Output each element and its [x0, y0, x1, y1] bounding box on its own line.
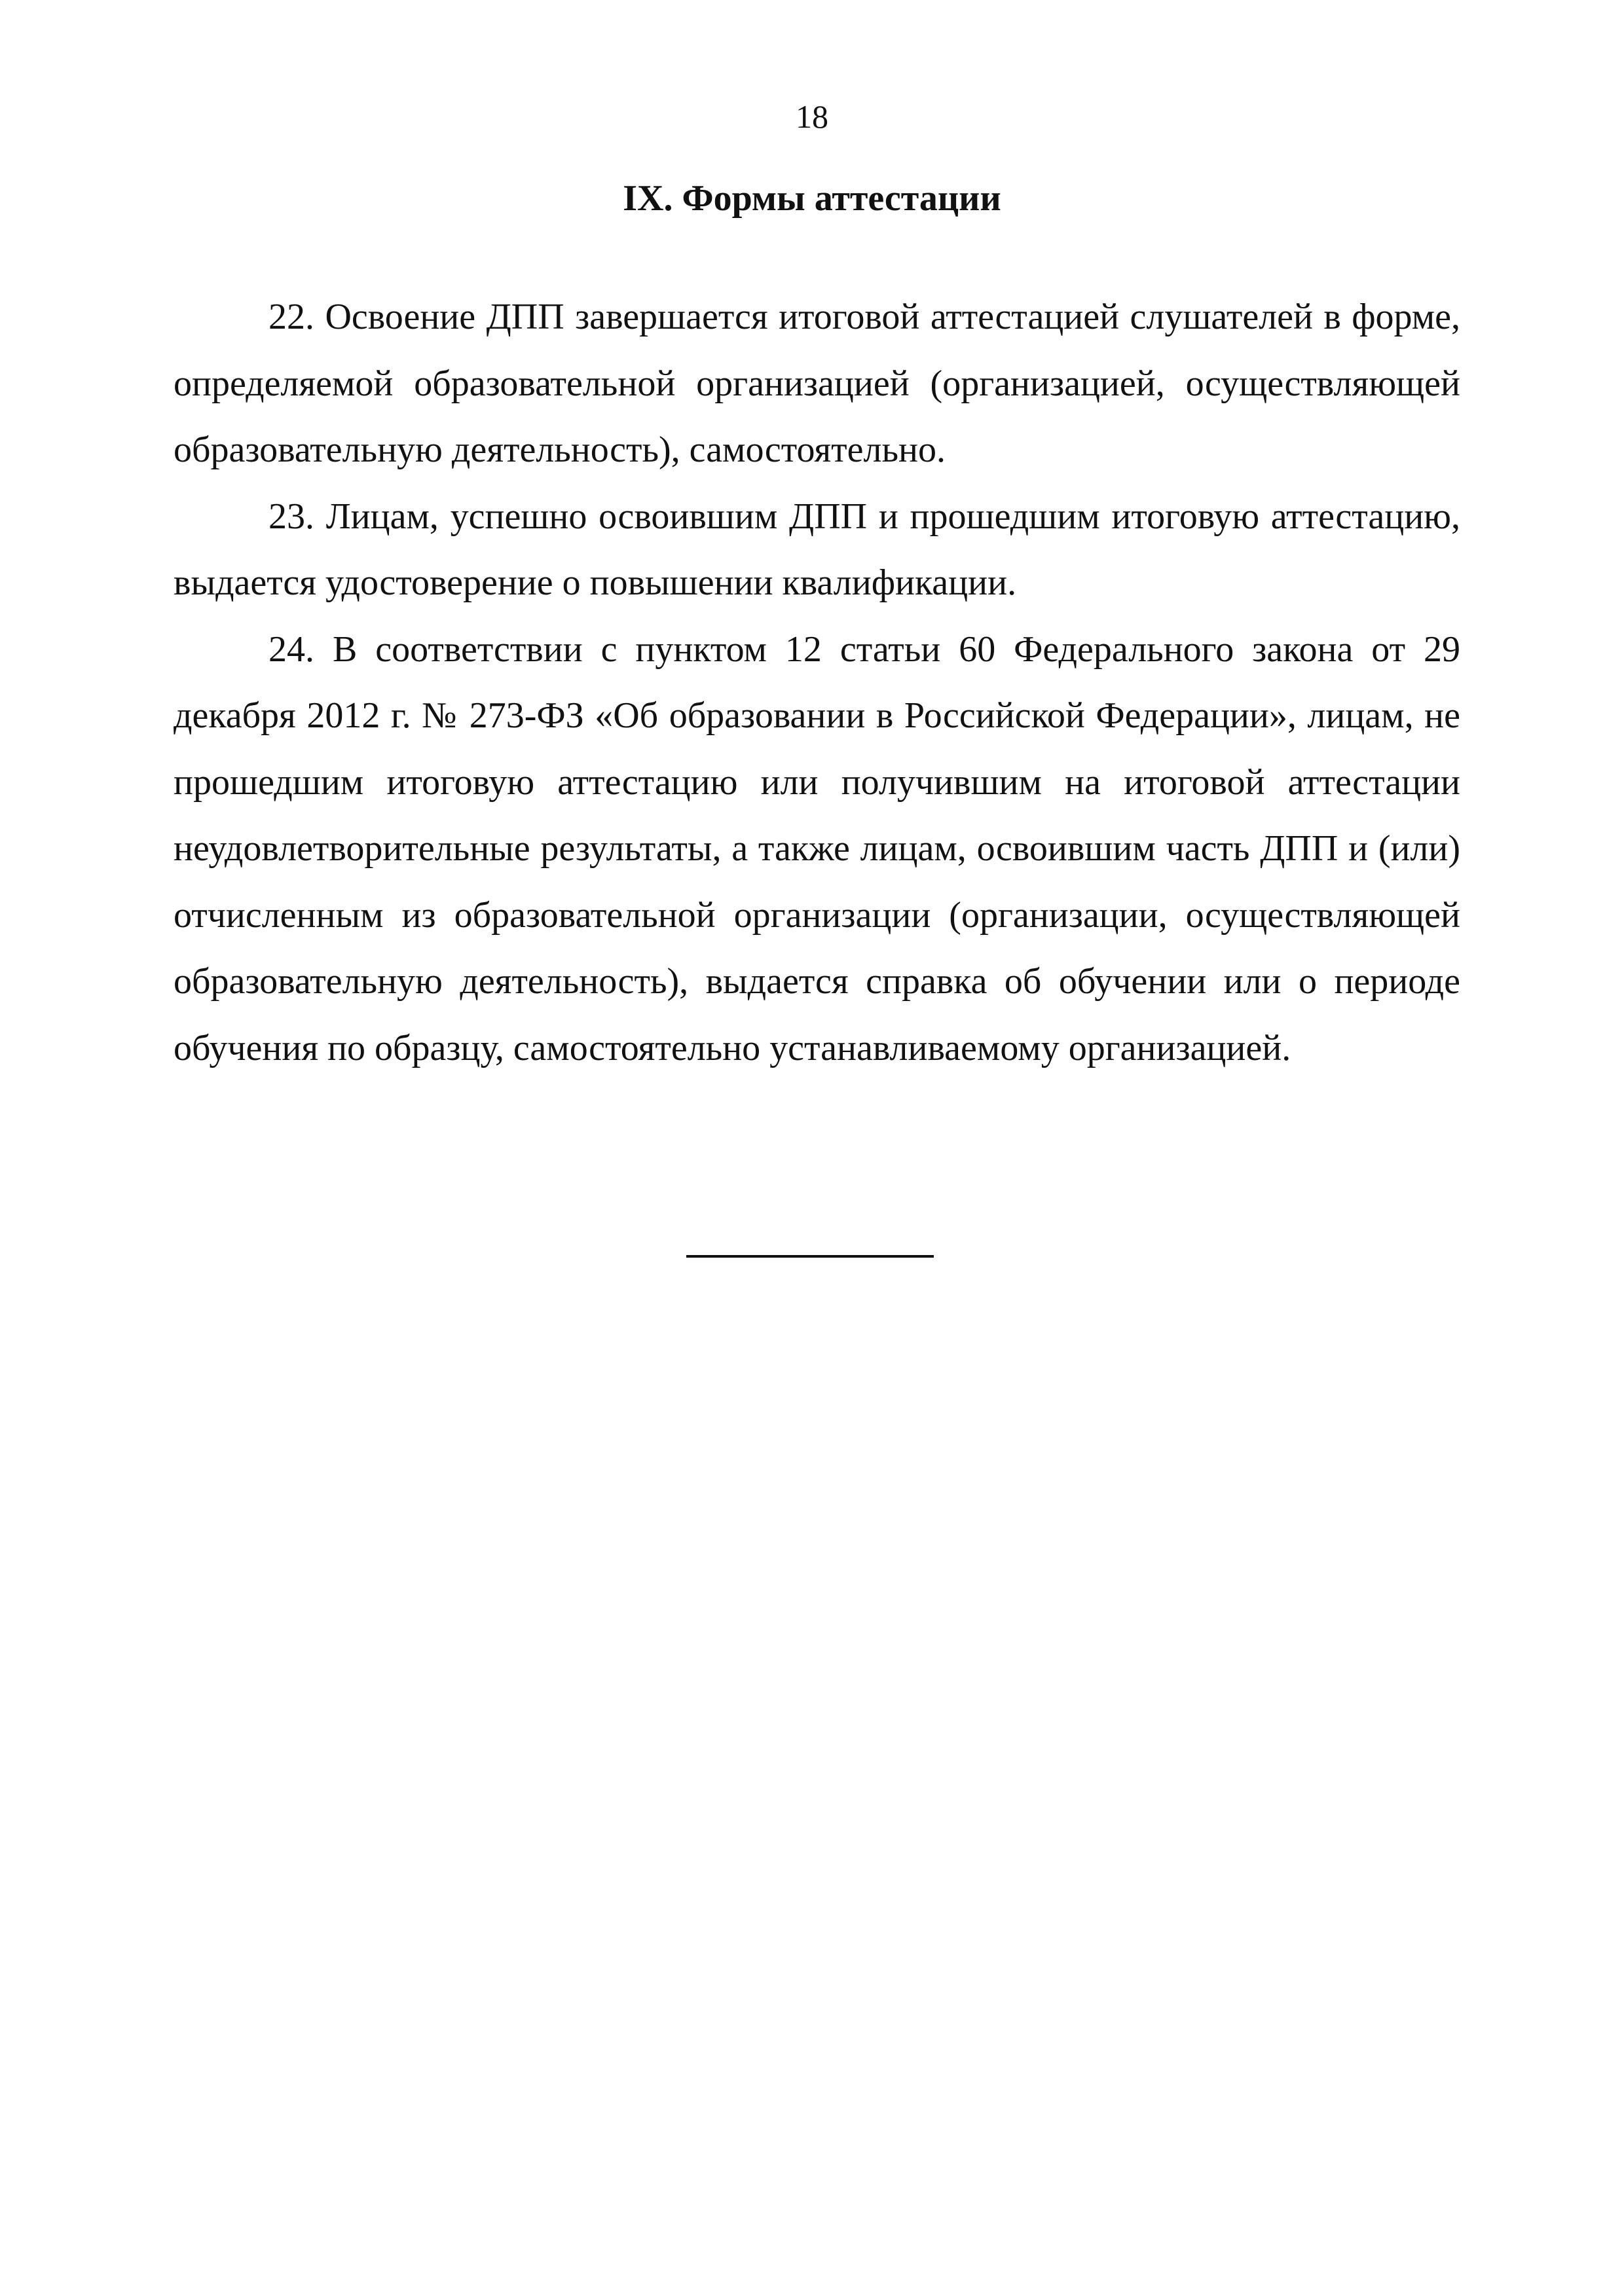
paragraph-24: 24. В соответствии с пунктом 12 статьи 60 Федерального закона от 29 декабря 2012 г. № 273-ФЗ «Об образовании в Российской Федерации», лицам, не прошедшим итоговую аттестацию или получившим на итоговой аттестации неудовлетворительные результаты, а также лицам, освоившим часть ДПП и (или) отчисленным из образовательной организации (организации, осуществляющей образовательную деятельность), выдается справка об обучении или о периоде обучения по образцу, самостоятельно устанавливаемому организацией.	[174, 629, 1460, 1068]
page-number: 18	[796, 98, 828, 135]
paragraph-22: 22. Освоение ДПП завершается итоговой аттестацией слушателей в форме, определяемой образовательной организацией (организацией, осуществляющей образовательную деятельность), самостоятельно.	[174, 297, 1460, 470]
paragraph-23: 23. Лицам, успешно освоившим ДПП и прошедшим итоговую аттестацию, выдается удостоверение о повышении квалификации.	[174, 496, 1460, 603]
closing-divider	[686, 1255, 934, 1258]
section-title: IX. Формы аттестации	[623, 178, 1001, 219]
document-body	[174, 284, 1460, 1082]
